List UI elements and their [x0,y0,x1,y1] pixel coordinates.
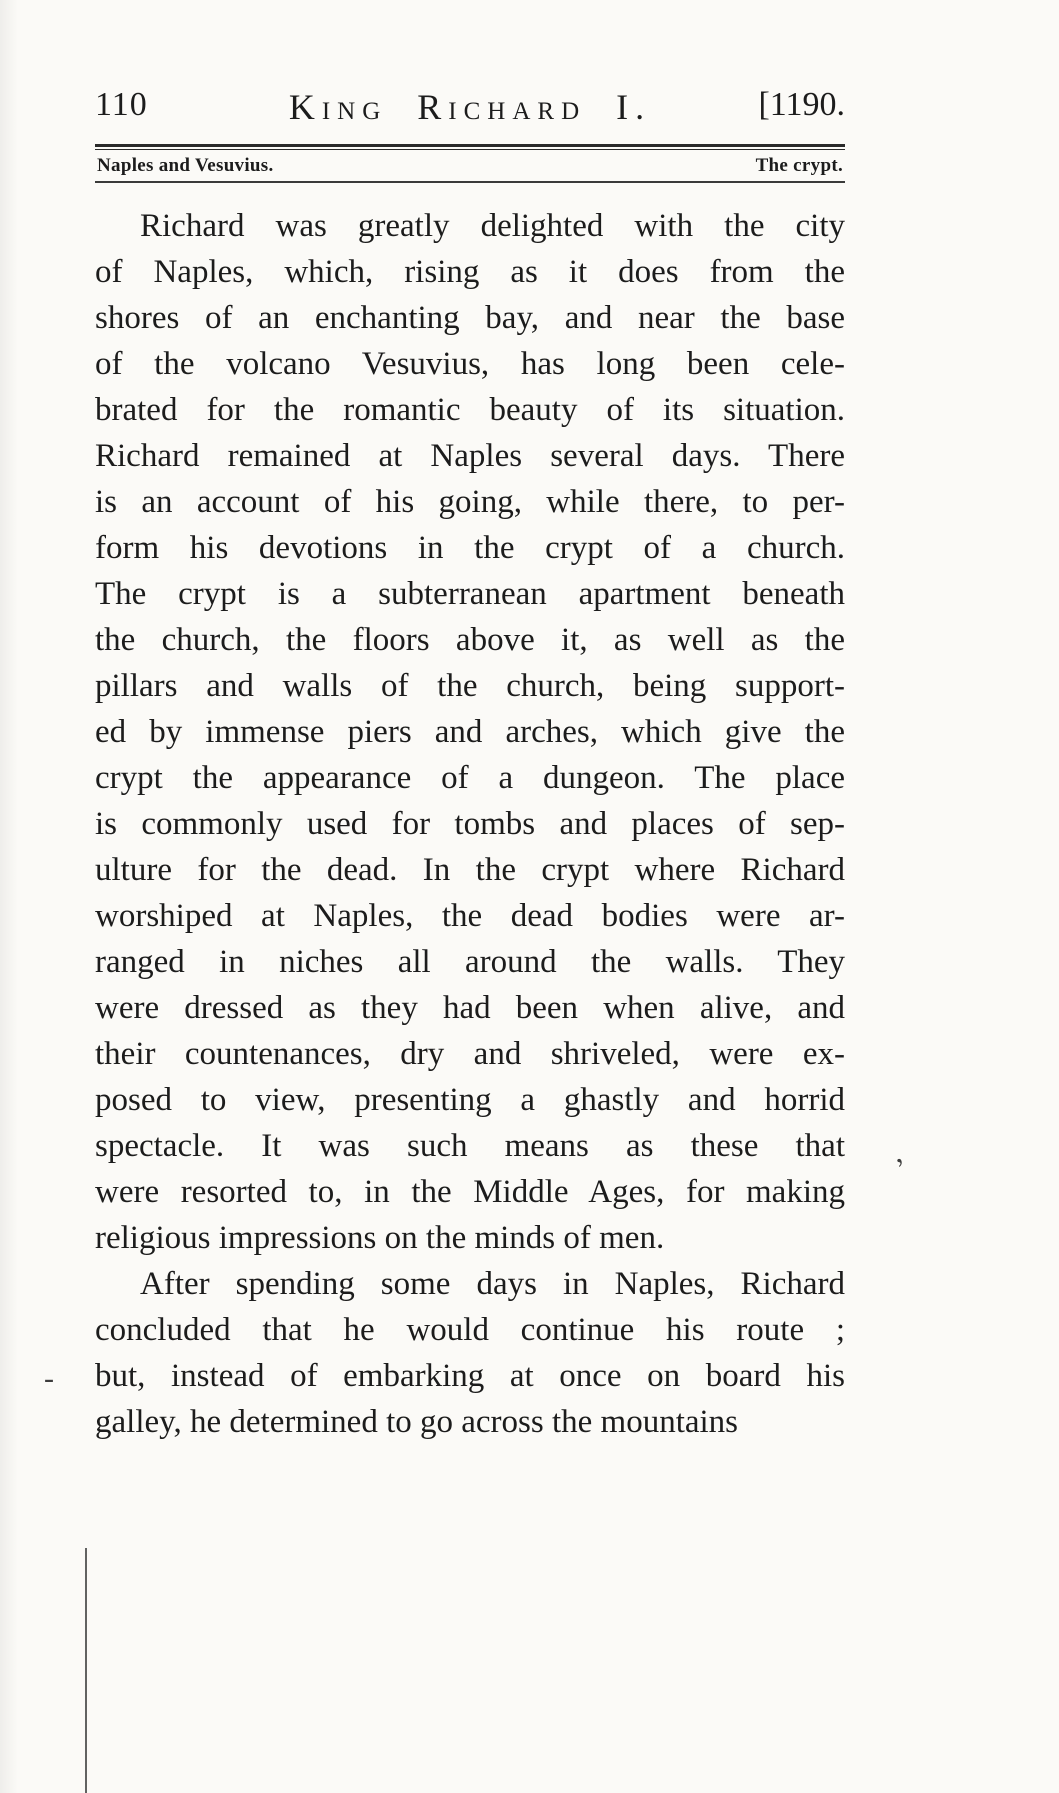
text-line: The crypt is a subterranean apartment beneath [95,576,845,612]
text-line: Richard was greatly delighted with the city [140,208,845,244]
text-line: ulture for the dead. In the crypt where Richard [95,852,845,888]
text-line: concluded that he would continue his route ; [95,1312,845,1348]
text-line: is an account of his going, while there, to per- [95,484,845,520]
text-line: of Naples, which, rising as it does from the [95,254,845,290]
page-header [95,86,845,134]
running-head-right: The crypt. [755,155,843,176]
text-line: posed to view, presenting a ghastly and horrid [95,1082,845,1118]
text-line: worshiped at Naples, the dead bodies were ar- [95,898,845,934]
text-line: of the volcano Vesuvius, has long been cele- [95,346,845,382]
text-line: ranged in niches all around the walls. They [95,944,845,980]
text-line: pillars and walls of the church, being support- [95,668,845,704]
text-line: brated for the romantic beauty of its situation. [95,392,845,428]
text-line: spectacle. It was such means as these that [95,1128,845,1164]
text-line: Richard remained at Naples several days. There [95,438,845,474]
text-line: were resorted to, in the Middle Ages, for making [95,1174,845,1210]
body-text [95,203,845,1445]
scan-artifact: ’ [891,1151,915,1186]
text-line: ed by immense piers and arches, which give the [95,714,845,750]
text-line: were dressed as they had been when alive, and [95,990,845,1026]
year-label: [1190. [758,86,845,123]
text-line: their countenances, dry and shriveled, were ex- [95,1036,845,1072]
text-line: is commonly used for tombs and places of sep- [95,806,845,842]
scan-artifact: - [44,1362,54,1395]
text-line: galley, he determined to go across the mountains [95,1404,739,1440]
text-line: After spending some days in Naples, Richard [140,1266,845,1302]
chapter-title: King Richard I. [288,87,652,127]
paragraph-1 [95,203,845,1261]
page-number: 110 [95,86,148,123]
text-line: shores of an enchanting bay, and near the base [95,300,845,336]
text-line: religious impressions on the minds of men. [95,1220,665,1256]
paragraph-2 [95,1261,845,1445]
text-line: crypt the appearance of a dungeon. The place [95,760,845,796]
text-line: form his devotions in the crypt of a church. [95,530,845,566]
text-line: but, instead of embarking at once on board his [95,1358,845,1394]
text-line: the church, the floors above it, as well as the [95,622,845,658]
running-heads [95,150,845,181]
scan-gutter-line [85,1548,87,1793]
running-head-left: Naples and Vesuvius. [97,155,274,176]
thin-rule [95,181,845,183]
